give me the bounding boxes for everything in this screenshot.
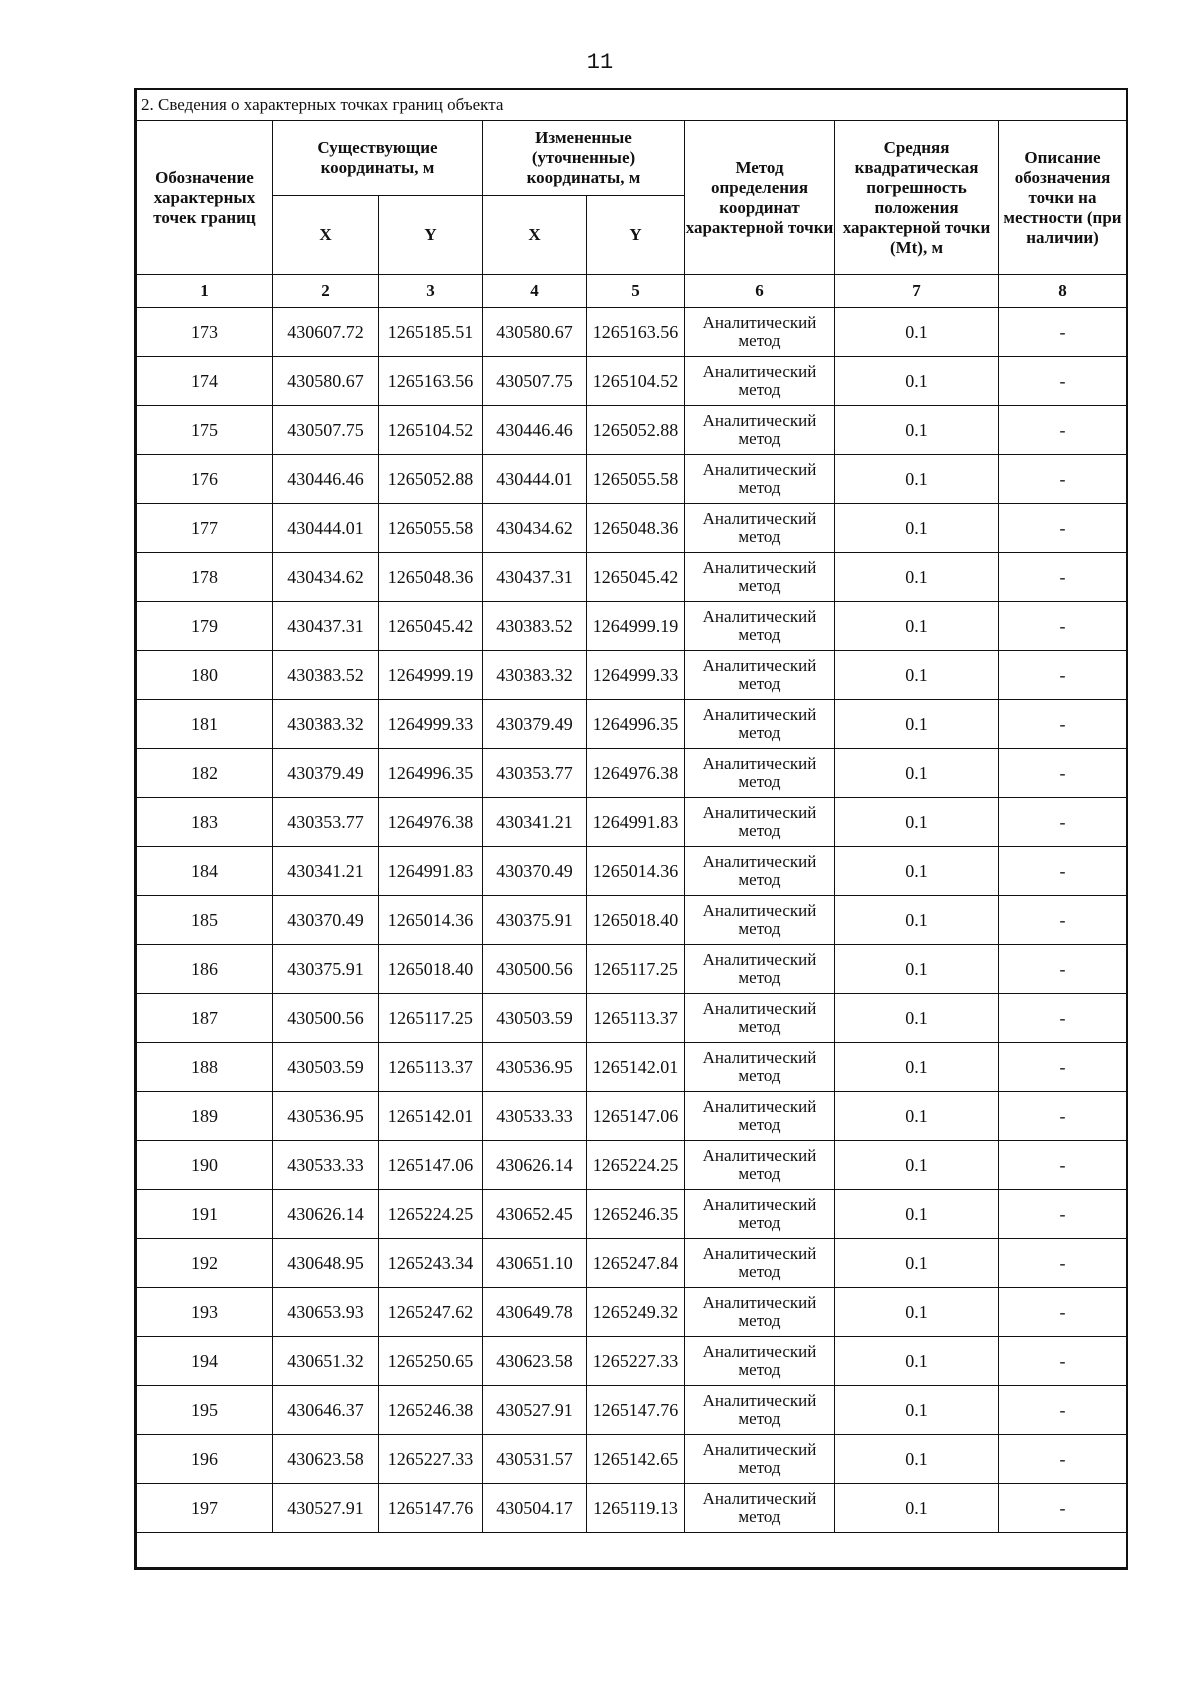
method-cell: Аналитический метод [685, 357, 835, 406]
changed-x-cell: 430527.91 [483, 1386, 587, 1435]
method-cell: Аналитический метод [685, 406, 835, 455]
point-cell: 178 [137, 553, 273, 602]
existing-x-cell: 430500.56 [273, 994, 379, 1043]
changed-x-cell: 430531.57 [483, 1435, 587, 1484]
point-cell: 185 [137, 896, 273, 945]
point-cell: 194 [137, 1337, 273, 1386]
changed-x-cell: 430626.14 [483, 1141, 587, 1190]
changed-y-cell: 1265142.01 [587, 1043, 685, 1092]
page-number: 11 [586, 50, 614, 75]
table-row [137, 1435, 1127, 1484]
method-cell: Аналитический метод [685, 1239, 835, 1288]
section-title: 2. Сведения о характерных точках границ объекта [137, 89, 1127, 121]
changed-x-cell: 430652.45 [483, 1190, 587, 1239]
changed-x-cell: 430580.67 [483, 308, 587, 357]
changed-x-cell: 430536.95 [483, 1043, 587, 1092]
mt-cell: 0.1 [835, 1337, 999, 1386]
point-cell: 190 [137, 1141, 273, 1190]
existing-y-cell: 1265113.37 [379, 1043, 483, 1092]
method-cell: Аналитический метод [685, 700, 835, 749]
changed-x-cell: 430504.17 [483, 1484, 587, 1533]
table-row [137, 749, 1127, 798]
mt-cell: 0.1 [835, 1190, 999, 1239]
changed-x-cell: 430444.01 [483, 455, 587, 504]
point-cell: 187 [137, 994, 273, 1043]
changed-y-cell: 1265045.42 [587, 553, 685, 602]
changed-x-cell: 430383.52 [483, 602, 587, 651]
description-cell: - [999, 749, 1127, 798]
method-cell: Аналитический метод [685, 1288, 835, 1337]
method-cell: Аналитический метод [685, 1435, 835, 1484]
existing-x-cell: 430341.21 [273, 847, 379, 896]
method-cell: Аналитический метод [685, 1484, 835, 1533]
method-cell: Аналитический метод [685, 994, 835, 1043]
existing-x-cell: 430651.32 [273, 1337, 379, 1386]
existing-y-cell: 1265246.38 [379, 1386, 483, 1435]
changed-y-cell: 1265147.76 [587, 1386, 685, 1435]
mt-cell: 0.1 [835, 1092, 999, 1141]
description-cell: - [999, 994, 1127, 1043]
changed-y-cell: 1265246.35 [587, 1190, 685, 1239]
existing-y-cell: 1265045.42 [379, 602, 483, 651]
changed-x-cell: 430379.49 [483, 700, 587, 749]
point-cell: 177 [137, 504, 273, 553]
table-row [137, 602, 1127, 651]
point-cell: 188 [137, 1043, 273, 1092]
column-number: 2 [273, 275, 379, 308]
existing-x-cell: 430607.72 [273, 308, 379, 357]
method-cell: Аналитический метод [685, 896, 835, 945]
changed-x-cell: 430375.91 [483, 896, 587, 945]
existing-x-cell: 430653.93 [273, 1288, 379, 1337]
description-cell: - [999, 700, 1127, 749]
existing-x-cell: 430507.75 [273, 406, 379, 455]
existing-y-cell: 1265185.51 [379, 308, 483, 357]
mt-cell: 0.1 [835, 553, 999, 602]
existing-y-cell: 1265250.65 [379, 1337, 483, 1386]
table-row [137, 994, 1127, 1043]
column-number: 6 [685, 275, 835, 308]
mt-cell: 0.1 [835, 651, 999, 700]
changed-x-cell: 430533.33 [483, 1092, 587, 1141]
description-cell: - [999, 847, 1127, 896]
table-row [137, 553, 1127, 602]
changed-y-cell: 1265249.32 [587, 1288, 685, 1337]
table-row [137, 1043, 1127, 1092]
existing-x-cell: 430580.67 [273, 357, 379, 406]
table-row [137, 455, 1127, 504]
changed-x-cell: 430370.49 [483, 847, 587, 896]
existing-x-cell: 430648.95 [273, 1239, 379, 1288]
description-cell: - [999, 1484, 1127, 1533]
existing-y-cell: 1265014.36 [379, 896, 483, 945]
point-cell: 193 [137, 1288, 273, 1337]
changed-x-cell: 430500.56 [483, 945, 587, 994]
table-row [137, 896, 1127, 945]
table-row [137, 798, 1127, 847]
mt-cell: 0.1 [835, 1484, 999, 1533]
table-row [137, 406, 1127, 455]
changed-y-cell: 1265052.88 [587, 406, 685, 455]
changed-x-cell: 430437.31 [483, 553, 587, 602]
boundary-points-table [136, 88, 1127, 1568]
existing-y-cell: 1265147.06 [379, 1141, 483, 1190]
document-frame [134, 88, 1128, 1570]
existing-y-cell: 1265052.88 [379, 455, 483, 504]
changed-y-cell: 1265247.84 [587, 1239, 685, 1288]
existing-y-cell: 1265055.58 [379, 504, 483, 553]
header-changed: Измененные (уточненные) координаты, м [483, 121, 685, 196]
description-cell: - [999, 1288, 1127, 1337]
mt-cell: 0.1 [835, 700, 999, 749]
mt-cell: 0.1 [835, 896, 999, 945]
method-cell: Аналитический метод [685, 798, 835, 847]
point-cell: 184 [137, 847, 273, 896]
changed-x-cell: 430434.62 [483, 504, 587, 553]
table-row [137, 504, 1127, 553]
changed-y-cell: 1265224.25 [587, 1141, 685, 1190]
mt-cell: 0.1 [835, 504, 999, 553]
header-existing-x: X [273, 196, 379, 275]
existing-x-cell: 430353.77 [273, 798, 379, 847]
existing-x-cell: 430383.32 [273, 700, 379, 749]
point-cell: 174 [137, 357, 273, 406]
existing-x-cell: 430444.01 [273, 504, 379, 553]
existing-y-cell: 1265147.76 [379, 1484, 483, 1533]
existing-y-cell: 1265227.33 [379, 1435, 483, 1484]
changed-x-cell: 430446.46 [483, 406, 587, 455]
existing-x-cell: 430379.49 [273, 749, 379, 798]
mt-cell: 0.1 [835, 1043, 999, 1092]
method-cell: Аналитический метод [685, 1190, 835, 1239]
changed-x-cell: 430507.75 [483, 357, 587, 406]
header-existing-y: Y [379, 196, 483, 275]
point-cell: 180 [137, 651, 273, 700]
existing-x-cell: 430527.91 [273, 1484, 379, 1533]
method-cell: Аналитический метод [685, 847, 835, 896]
changed-y-cell: 1264991.83 [587, 798, 685, 847]
existing-y-cell: 1265048.36 [379, 553, 483, 602]
point-cell: 192 [137, 1239, 273, 1288]
method-cell: Аналитический метод [685, 1141, 835, 1190]
existing-y-cell: 1265163.56 [379, 357, 483, 406]
table-row [137, 1141, 1127, 1190]
description-cell: - [999, 1435, 1127, 1484]
column-number: 3 [379, 275, 483, 308]
existing-x-cell: 430437.31 [273, 602, 379, 651]
changed-y-cell: 1264999.33 [587, 651, 685, 700]
existing-x-cell: 430370.49 [273, 896, 379, 945]
method-cell: Аналитический метод [685, 504, 835, 553]
column-number: 1 [137, 275, 273, 308]
mt-cell: 0.1 [835, 1386, 999, 1435]
changed-x-cell: 430383.32 [483, 651, 587, 700]
existing-x-cell: 430646.37 [273, 1386, 379, 1435]
changed-x-cell: 430353.77 [483, 749, 587, 798]
description-cell: - [999, 1337, 1127, 1386]
existing-y-cell: 1265247.62 [379, 1288, 483, 1337]
method-cell: Аналитический метод [685, 553, 835, 602]
point-cell: 176 [137, 455, 273, 504]
point-cell: 181 [137, 700, 273, 749]
header-method: Метод определения координат характерной точки [685, 121, 835, 275]
existing-y-cell: 1264976.38 [379, 798, 483, 847]
existing-y-cell: 1265224.25 [379, 1190, 483, 1239]
table-row [137, 1484, 1127, 1533]
existing-y-cell: 1265018.40 [379, 945, 483, 994]
point-cell: 191 [137, 1190, 273, 1239]
description-cell: - [999, 1043, 1127, 1092]
mt-cell: 0.1 [835, 1239, 999, 1288]
existing-x-cell: 430536.95 [273, 1092, 379, 1141]
mt-cell: 0.1 [835, 308, 999, 357]
column-number: 4 [483, 275, 587, 308]
changed-y-cell: 1264999.19 [587, 602, 685, 651]
description-cell: - [999, 553, 1127, 602]
table-row [137, 1190, 1127, 1239]
header-point: Обозначение характерных точек границ [137, 121, 273, 275]
point-cell: 182 [137, 749, 273, 798]
table-row [137, 308, 1127, 357]
description-cell: - [999, 308, 1127, 357]
description-cell: - [999, 406, 1127, 455]
existing-y-cell: 1264999.19 [379, 651, 483, 700]
mt-cell: 0.1 [835, 945, 999, 994]
description-cell: - [999, 651, 1127, 700]
existing-x-cell: 430383.52 [273, 651, 379, 700]
changed-y-cell: 1265142.65 [587, 1435, 685, 1484]
changed-y-cell: 1265147.06 [587, 1092, 685, 1141]
changed-y-cell: 1265119.13 [587, 1484, 685, 1533]
point-cell: 196 [137, 1435, 273, 1484]
point-cell: 183 [137, 798, 273, 847]
description-cell: - [999, 1239, 1127, 1288]
existing-y-cell: 1265243.34 [379, 1239, 483, 1288]
mt-cell: 0.1 [835, 798, 999, 847]
changed-y-cell: 1264976.38 [587, 749, 685, 798]
changed-y-cell: 1265014.36 [587, 847, 685, 896]
header-description: Описание обозначения точки на местности (при наличии) [999, 121, 1127, 275]
existing-x-cell: 430533.33 [273, 1141, 379, 1190]
method-cell: Аналитический метод [685, 945, 835, 994]
mt-cell: 0.1 [835, 1141, 999, 1190]
mt-cell: 0.1 [835, 455, 999, 504]
mt-cell: 0.1 [835, 602, 999, 651]
method-cell: Аналитический метод [685, 1337, 835, 1386]
description-cell: - [999, 896, 1127, 945]
table-row [137, 1288, 1127, 1337]
existing-x-cell: 430623.58 [273, 1435, 379, 1484]
method-cell: Аналитический метод [685, 1043, 835, 1092]
description-cell: - [999, 1386, 1127, 1435]
changed-x-cell: 430623.58 [483, 1337, 587, 1386]
table-row [137, 945, 1127, 994]
method-cell: Аналитический метод [685, 455, 835, 504]
existing-y-cell: 1264991.83 [379, 847, 483, 896]
mt-cell: 0.1 [835, 749, 999, 798]
method-cell: Аналитический метод [685, 308, 835, 357]
description-cell: - [999, 798, 1127, 847]
method-cell: Аналитический метод [685, 651, 835, 700]
description-cell: - [999, 1141, 1127, 1190]
changed-y-cell: 1265117.25 [587, 945, 685, 994]
table-row [137, 700, 1127, 749]
method-cell: Аналитический метод [685, 1092, 835, 1141]
changed-x-cell: 430503.59 [483, 994, 587, 1043]
point-cell: 186 [137, 945, 273, 994]
table-row [137, 1337, 1127, 1386]
changed-y-cell: 1264996.35 [587, 700, 685, 749]
description-cell: - [999, 357, 1127, 406]
changed-y-cell: 1265055.58 [587, 455, 685, 504]
point-cell: 179 [137, 602, 273, 651]
existing-x-cell: 430626.14 [273, 1190, 379, 1239]
changed-y-cell: 1265113.37 [587, 994, 685, 1043]
point-cell: 197 [137, 1484, 273, 1533]
header-changed-x: X [483, 196, 587, 275]
existing-y-cell: 1265117.25 [379, 994, 483, 1043]
column-number: 5 [587, 275, 685, 308]
method-cell: Аналитический метод [685, 602, 835, 651]
changed-y-cell: 1265163.56 [587, 308, 685, 357]
existing-y-cell: 1264999.33 [379, 700, 483, 749]
existing-x-cell: 430434.62 [273, 553, 379, 602]
header-changed-y: Y [587, 196, 685, 275]
description-cell: - [999, 602, 1127, 651]
header-existing: Существующие координаты, м [273, 121, 483, 196]
table-row [137, 847, 1127, 896]
existing-x-cell: 430503.59 [273, 1043, 379, 1092]
description-cell: - [999, 1092, 1127, 1141]
mt-cell: 0.1 [835, 406, 999, 455]
column-number: 8 [999, 275, 1127, 308]
description-cell: - [999, 455, 1127, 504]
column-number: 7 [835, 275, 999, 308]
description-cell: - [999, 945, 1127, 994]
point-cell: 175 [137, 406, 273, 455]
table-body [137, 308, 1127, 1533]
mt-cell: 0.1 [835, 1435, 999, 1484]
point-cell: 189 [137, 1092, 273, 1141]
empty-footer-row [137, 1533, 1127, 1568]
changed-y-cell: 1265104.52 [587, 357, 685, 406]
mt-cell: 0.1 [835, 1288, 999, 1337]
changed-y-cell: 1265018.40 [587, 896, 685, 945]
changed-x-cell: 430341.21 [483, 798, 587, 847]
point-cell: 173 [137, 308, 273, 357]
header-error: Средняя квадратическая погрешность положения характерной точки (Mt), м [835, 121, 999, 275]
mt-cell: 0.1 [835, 847, 999, 896]
method-cell: Аналитический метод [685, 1386, 835, 1435]
table-row [137, 1092, 1127, 1141]
description-cell: - [999, 1190, 1127, 1239]
changed-y-cell: 1265227.33 [587, 1337, 685, 1386]
existing-x-cell: 430375.91 [273, 945, 379, 994]
table-row [137, 1386, 1127, 1435]
changed-x-cell: 430649.78 [483, 1288, 587, 1337]
point-cell: 195 [137, 1386, 273, 1435]
method-cell: Аналитический метод [685, 749, 835, 798]
existing-y-cell: 1264996.35 [379, 749, 483, 798]
table-row [137, 651, 1127, 700]
existing-y-cell: 1265142.01 [379, 1092, 483, 1141]
existing-x-cell: 430446.46 [273, 455, 379, 504]
changed-y-cell: 1265048.36 [587, 504, 685, 553]
table-row [137, 357, 1127, 406]
changed-x-cell: 430651.10 [483, 1239, 587, 1288]
mt-cell: 0.1 [835, 357, 999, 406]
existing-y-cell: 1265104.52 [379, 406, 483, 455]
table-row [137, 1239, 1127, 1288]
mt-cell: 0.1 [835, 994, 999, 1043]
description-cell: - [999, 504, 1127, 553]
